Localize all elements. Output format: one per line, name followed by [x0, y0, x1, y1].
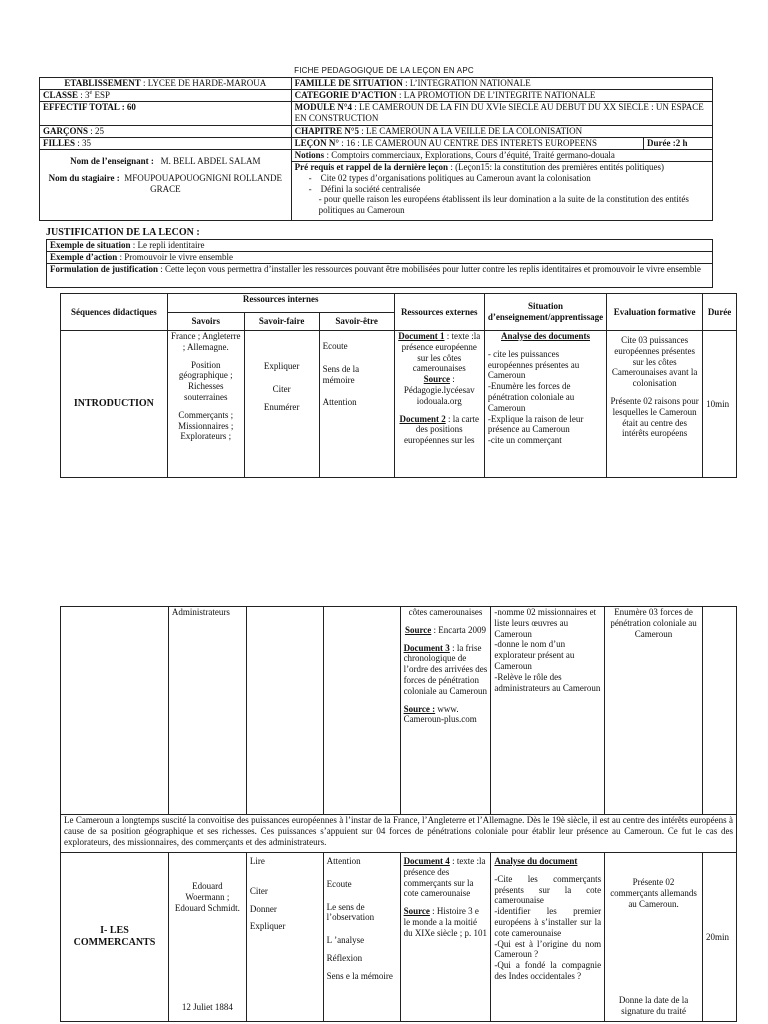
col-sequences: Séquences didactiques: [61, 294, 168, 331]
commercants-ressources-externes: Document 4 : texte :la présence des commerçants sur la cote camerounaise Source : Histoire 3 e le monde a la moitié du XIXe siècle ; p. 101: [400, 853, 491, 1022]
module-cell: MODULE N°4 : LE CAMEROUN DE LA FIN DU XVIe SIECLE AU DEBUT DU XX SIECLE : UN ESPACE EN CONSTRUCTION: [291, 102, 712, 126]
lecon-cell: LEÇON N° : 16 : LE CAMEROUN AU CENTRE DES INTERETS EUROPEENS Durée :2 h: [291, 138, 712, 150]
intro-ressources-externes: Document 1 : texte :la présence européenne sur les côtes camerounaises Source : Pédagogie.lycéesav iodouala.org Document 2 : la carte des positions européennes sur les: [394, 331, 484, 478]
intro-cont-situation: -nomme 02 missionnaires et liste leurs œuvres au Cameroun -donne le nom d’un explorateur présent au Cameroun -Relève le rôle des administrateurs au Cameroun: [491, 607, 605, 815]
intro-savoirs: France ; Angleterre ; Allemagne. Position géographique ; Richesses souterraines Commerçants ; Missionnaires ; Explorateurs ;: [167, 331, 244, 478]
lesson-summary: Le Cameroun a longtemps suscité la convoitise des puissances européennes à l’instar de la France, l’Angleterre et l’Allemagne. Dès le 19è siècle, il est au centre des intérêts européens à cause de sa position géographique et ses richesses. Ces puissances s’appuient sur 04 forces de pénétrations coloniale pour établir leur présence au Cameroun. Ce fut le cas des explorateurs, des missionnaires, des commerçants et des administrateurs.: [61, 815, 737, 853]
commercants-savoir-etre: Attention Ecoute Le sens de l’observation L ’analyse Réflexion Sens e la mémoire: [323, 853, 400, 1022]
notions-cell: Notions : Comptoirs commerciaux, Explorations, Cours d’équité, Traité germano-douala: [291, 150, 712, 162]
effectif-cell: EFFECTIF TOTAL : 60: [40, 102, 292, 126]
filles-cell: FILLES : 35: [40, 138, 292, 150]
col-savoir-faire: Savoir-faire: [244, 313, 319, 331]
intro-cont-evaluation: Enumère 03 forces de pénétration coloniale au Cameroun: [605, 607, 703, 815]
col-duree: Durée: [703, 294, 737, 331]
commercants-duree: 20min: [702, 853, 736, 1022]
col-evaluation: Evaluation formative: [607, 294, 703, 331]
intro-cont-ressources-externes: côtes camerounaises Source : Encarta 2009 Document 3 : la frise chronologique de l’ordre des arrivées des forces de pénétration coloniale au Cameroun Source : www. Cameroun-plus.com: [400, 607, 491, 815]
intro-savoir-etre: Ecoute Sens de la mémoire Attention: [319, 331, 394, 478]
col-situation: Situation d’enseignement/apprentissage: [484, 294, 606, 331]
classe-cell: CLASSE : $3^è$ ESP: [40, 90, 292, 102]
intro-evaluation: Cite 03 puissances européennes présentes sur les côtes Camerounaises avant la colonisation Présente 02 raisons pour lesquelles le Cameroun était au centre des intérêts européens: [607, 331, 703, 478]
enseignant-cell: Nom de l’enseignant : M. BELL ABDEL SALAM Nom du stagiaire : MFOUPOUAPOUOGNIGNI ROLLANDE GRACE: [40, 150, 292, 221]
intro-savoir-faire: Expliquer Citer Enumérer: [244, 331, 319, 478]
prerequis-item: - Cite 02 types d’organisations politiques au Cameroun avant la colonisation: [321, 173, 709, 184]
prerequis-item-wrap: - pour quelle raison les européens établissent ils leur domination a la suite de la constitution des entités politiques au Cameroun: [318, 194, 689, 216]
col-savoir-etre: Savoir-être: [319, 313, 394, 331]
commercants-evaluation: Présente 02 commerçants allemands au Cameroun. Donne la date de la signature du traité: [605, 853, 703, 1022]
prerequis-item: - Défini la société centralisée: [321, 184, 709, 195]
lesson-table-page1: [60, 293, 737, 478]
chapitre-cell: CHAPITRE N°5 : LE CAMEROUN A LA VEILLE DE LA COLONISATION: [291, 126, 712, 138]
garcons-cell: GARÇONS : 25: [40, 126, 292, 138]
commercants-situation: Analyse du document -Cite les commerçants présents sur la cote camerounaise -identifier les premier européens à s’installer sur la cote camerounaise -Qui est à l’origine du nom Cameroun ? -Qui a fondé la compagnie des Indes occidentales ?: [491, 853, 605, 1022]
intro-situation: Analyse des documents - cite les puissances européennes présentes au Cameroun -Enumère les forces de pénétration coloniale au Cameroun -Explique la raison de leur présence au Cameroun -cite un commerçant: [484, 331, 606, 478]
action-example: Exemple d’action : Promouvoir le vivre ensemble: [47, 252, 713, 264]
justification-heading: JUSTIFICATION DE LA LECON :: [46, 227, 200, 238]
intro-duree: 10min: [703, 331, 737, 478]
col-savoirs: Savoirs: [167, 313, 244, 331]
commercants-savoirs: Edouard Woermann ; Edouard Schmidt. 12 Juliet 1884: [168, 853, 246, 1022]
commercants-savoir-faire: Lire Citer Donner Expliquer: [246, 853, 323, 1022]
lesson-table-page2: [60, 606, 737, 1022]
col-ressources-internes: Ressources internes: [167, 294, 394, 313]
document-title: FICHE PEDAGOGIQUE DE LA LEÇON EN APC: [294, 66, 474, 75]
prerequis-cell: Pré requis et rappel de la dernière leçon : (Leçon15: la constitution des premières entités politiques) - Cite 02 types d’organisations politiques au Cameroun avant la colonisation - Défini la société centralisée - pour quelle raison les européens établissent ils leur domination a la suite de la constitution des entités politiques au Cameroun: [291, 162, 712, 221]
justification-table: [46, 239, 713, 288]
sequence-commercants: I- LES COMMERCANTS: [61, 853, 169, 1022]
etablissement-cell: ETABLISSEMENT : LYCEE DE HARDE-MAROUA: [40, 78, 292, 90]
duree-cell: Durée :2 h: [643, 138, 712, 149]
categorie-cell: CATEGORIE D’ACTION : LA PROMOTION DE L’INTEGRITE NATIONALE: [291, 90, 712, 102]
col-ressources-externes: Ressources externes: [394, 294, 484, 331]
formulation-justification: Formulation de justification : Cette leçon vous permettra d’installer les ressources pouvant être mobilisées pour lutter contre les replis identitaires et promouvoir le vivre ensemble: [47, 264, 713, 288]
situation-example: Exemple de situation : Le repli identitaire: [47, 240, 713, 252]
header-table: [39, 77, 713, 221]
famille-cell: FAMILLE DE SITUATION : L’INTEGRATION NATIONALE: [291, 78, 712, 90]
intro-cont-savoirs: Administrateurs: [168, 607, 246, 815]
sequence-introduction: INTRODUCTION: [61, 331, 168, 478]
